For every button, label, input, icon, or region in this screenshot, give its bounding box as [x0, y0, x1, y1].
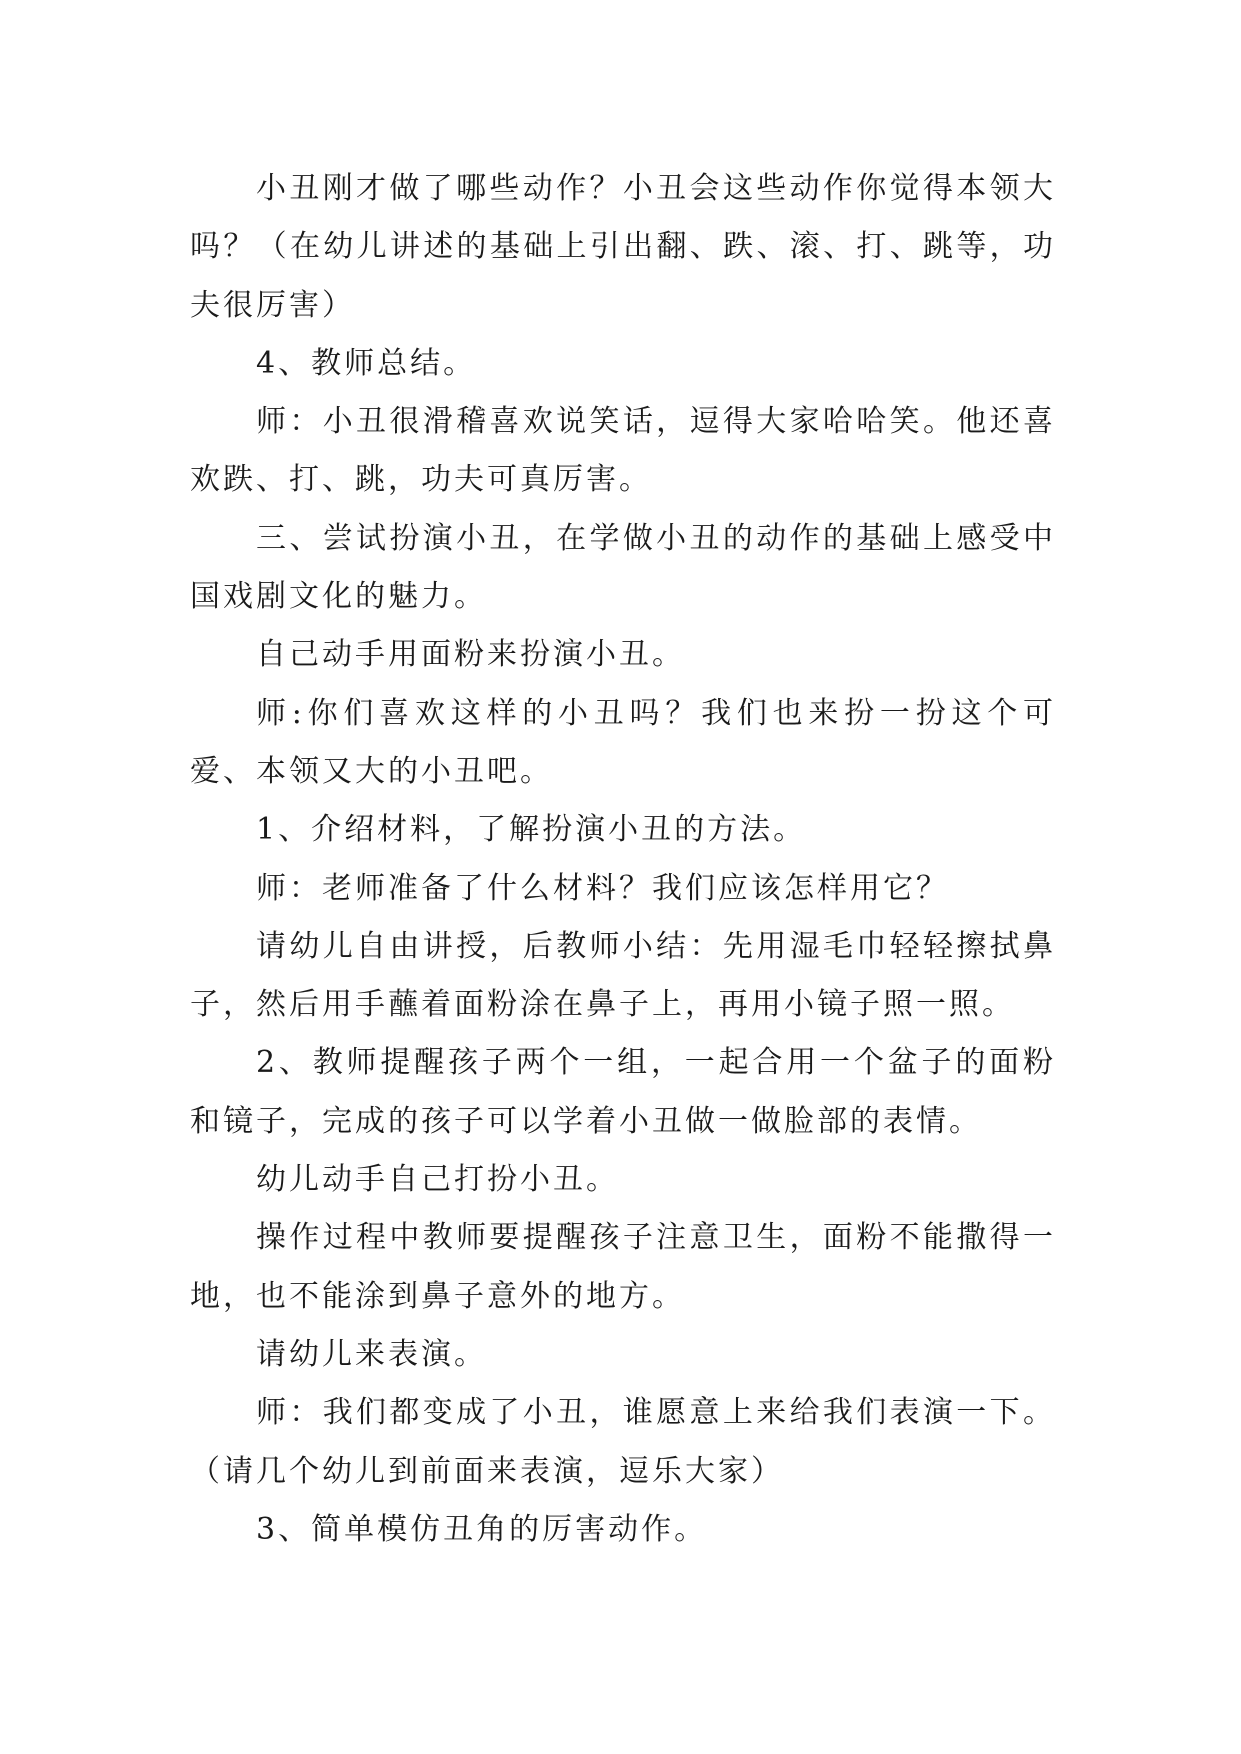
- paragraph: 师:你们喜欢这样的小丑吗？我们也来扮一扮这个可爱、本领又大的小丑吧。: [190, 695, 1056, 789]
- document-body: [190, 160, 1056, 1559]
- paragraph: 师：我们都变成了小丑，谁愿意上来给我们表演一下。（请几个幼儿到前面来表演，逗乐大家）: [190, 1395, 1056, 1489]
- paragraph: 1、介绍材料，了解扮演小丑的方法。: [256, 812, 807, 848]
- paragraph: 自己动手用面粉来扮演小丑。: [256, 637, 685, 673]
- paragraph: 小丑刚才做了哪些动作？小丑会这些动作你觉得本领大吗？（在幼儿讲述的基础上引出翻、跌、滚、打、跳等，功夫很厉害）: [190, 171, 1056, 323]
- paragraph: 幼儿动手自己打扮小丑。: [256, 1162, 619, 1198]
- paragraph: 请幼儿来表演。: [256, 1336, 487, 1372]
- paragraph: 4、教师总结。: [256, 345, 477, 381]
- paragraph: 操作过程中教师要提醒孩子注意卫生，面粉不能撒得一地，也不能涂到鼻子意外的地方。: [190, 1220, 1056, 1314]
- paragraph: 三、尝试扮演小丑，在学做小丑的动作的基础上感受中国戏剧文化的魅力。: [190, 520, 1056, 615]
- paragraph: 2、教师提醒孩子两个一组，一起合用一个盆子的面粉和镜子，完成的孩子可以学着小丑做一做脸部的表情。: [190, 1045, 1056, 1139]
- paragraph: 师：老师准备了什么材料？我们应该怎样用它？: [256, 870, 949, 906]
- paragraph: 3、简单模仿丑角的厉害动作。: [256, 1511, 708, 1547]
- paragraph: 师：小丑很滑稽喜欢说笑话，逗得大家哈哈笑。他还喜欢跌、打、跳，功夫可真厉害。: [190, 404, 1056, 498]
- paragraph: 请幼儿自由讲授，后教师小结：先用湿毛巾轻轻擦拭鼻子，然后用手蘸着面粉涂在鼻子上，再用小镜子照一照。: [190, 928, 1056, 1023]
